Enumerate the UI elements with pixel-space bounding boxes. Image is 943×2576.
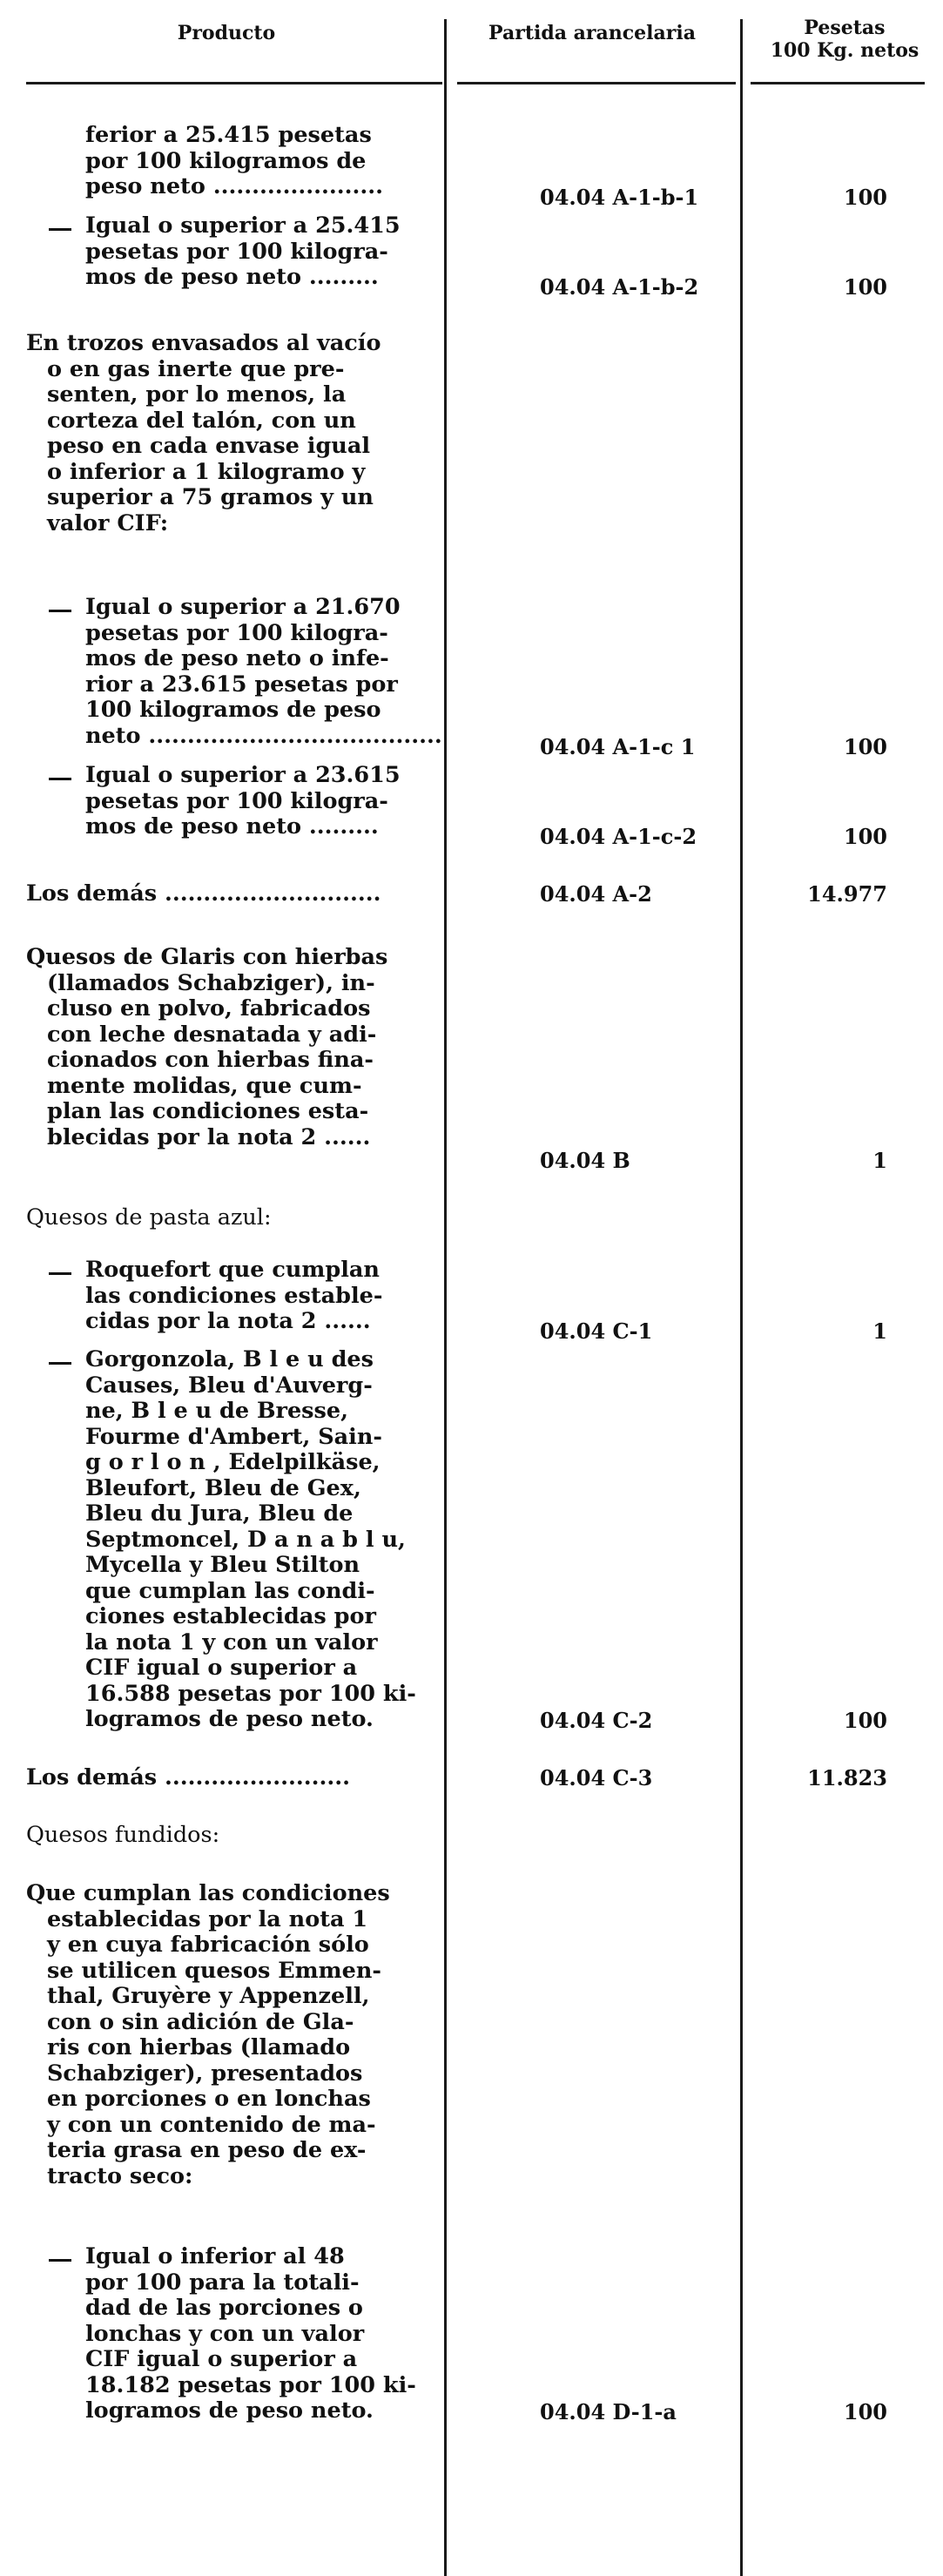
dash-bullet xyxy=(49,778,71,780)
code-a-1-c-1: 04.04 A-1-c 1 xyxy=(540,734,696,759)
header-partida-arancelaria: Partida arancelaria xyxy=(488,22,696,44)
code-c-2: 04.04 C-2 xyxy=(540,1708,653,1733)
entry-a-1-c-1: Igual o superior a 21.670 pesetas por 100 kilogra- mos de peso neto o infe- rior a 23.615 pesetas por 100 kilogramos de peso neto ...................................... xyxy=(85,594,442,749)
column-divider-1 xyxy=(444,19,447,2576)
entry-a-1-b-2: Igual o superior a 25.415 pesetas por 100 kilogra- mos de peso neto ......... xyxy=(85,212,401,290)
code-c-1: 04.04 C-1 xyxy=(540,1318,653,1344)
entry-quesos-glaris: Quesos de Glaris con hierbas (llamados Schabziger), in- cluso en polvo, fabricados con leche desnatada y adi- cionados con hierbas fina- mente molidas, que cum- plan las condiciones esta- blecidas por la nota 2 ...... xyxy=(26,944,388,1150)
dash-bullet xyxy=(49,2259,71,2262)
dash-bullet xyxy=(49,610,71,612)
rate-a-1-b-2: 100 xyxy=(843,274,887,300)
code-a-1-b-2: 04.04 A-1-b-2 xyxy=(540,274,699,300)
rate-a-1-c-1: 100 xyxy=(843,734,887,759)
entry-a-1-c-2: Igual o superior a 23.615 pesetas por 100 kilogra- mos de peso neto ......... xyxy=(85,762,401,840)
rate-c-2: 100 xyxy=(843,1708,887,1733)
entry-a-2: Los demás ............................ xyxy=(26,880,381,907)
rate-d-1-a: 100 xyxy=(843,2399,887,2424)
header-rule-1 xyxy=(26,82,442,84)
code-a-1-c-2: 04.04 A-1-c-2 xyxy=(540,824,697,849)
rate-a-1-b-1: 100 xyxy=(843,185,887,210)
rate-c-3: 11.823 xyxy=(807,1765,887,1790)
code-b: 04.04 B xyxy=(540,1148,630,1173)
header-rule-2 xyxy=(457,82,736,84)
code-d-1-a: 04.04 D-1-a xyxy=(540,2399,677,2424)
entry-d-1-a: Igual o inferior al 48 por 100 para la totali- dad de las porciones o lonchas y con un valor CIF igual o superior a 18.182 pesetas por 100 ki- logramos de peso neto. xyxy=(85,2243,416,2424)
dash-bullet xyxy=(49,228,71,231)
column-divider-2 xyxy=(740,19,743,2576)
entry-quesos-pasta-azul: Quesos de pasta azul: xyxy=(26,1204,272,1231)
header-producto: Producto xyxy=(177,22,276,44)
entry-c-1: Roquefort que cumplan las condiciones estable- cidas por la nota 2 ...... xyxy=(85,1257,383,1334)
code-a-2: 04.04 A-2 xyxy=(540,881,652,907)
rate-c-1: 1 xyxy=(872,1318,887,1344)
entry-que-cumplan: Que cumplan las condiciones establecidas por la nota 1 y en cuya fabricación sólo se utilicen quesos Emmen- thal, Gruyère y Appenzell, con o sin adición de Gla- ris con hierbas (llamado Schabziger), presentados en porciones o en lonchas y con un contenido de ma- teria grasa en peso de ex- tracto seco: xyxy=(26,1880,390,2189)
entry-c-3: Los demás ........................ xyxy=(26,1764,351,1790)
entry-continued: ferior a 25.415 pesetas por 100 kilogramos de peso neto ...................... xyxy=(85,122,384,199)
rate-a-2: 14.977 xyxy=(807,881,887,907)
rate-a-1-c-2: 100 xyxy=(843,824,887,849)
entry-c-2: Gorgonzola, B l e u des Causes, Bleu d'Auverg- ne, B l e u de Bresse, Fourme d'Ambert, Sain- g o r l o n , Edelpilkäse, Bleufort, Bleu de Gex, Bleu du Jura, Bleu de Septmoncel, D a n a b l u, Mycella y Bleu Stilton que cumplan las condi- ciones establecidas por la nota 1 y con un valor CIF igual o superior a 16.588 pesetas por 100 ki- logramos de peso neto. xyxy=(85,1346,416,1732)
header-rule-3 xyxy=(751,82,925,84)
code-c-3: 04.04 C-3 xyxy=(540,1765,653,1790)
entry-trozos-envasados: En trozos envasados al vacío o en gas inerte que pre- senten, por lo menos, la corteza del talón, con un peso en cada envase igual o inferior a 1 kilogramo y superior a 75 gramos y un valor CIF: xyxy=(26,330,381,536)
dash-bullet xyxy=(49,1362,71,1365)
entry-quesos-fundidos: Quesos fundidos: xyxy=(26,1822,220,1848)
code-a-1-b-1: 04.04 A-1-b-1 xyxy=(540,185,699,210)
rate-b: 1 xyxy=(872,1148,887,1173)
header-pesetas: Pesetas xyxy=(804,17,886,39)
header-unit: 100 Kg. netos xyxy=(770,39,919,62)
dash-bullet xyxy=(49,1272,71,1275)
